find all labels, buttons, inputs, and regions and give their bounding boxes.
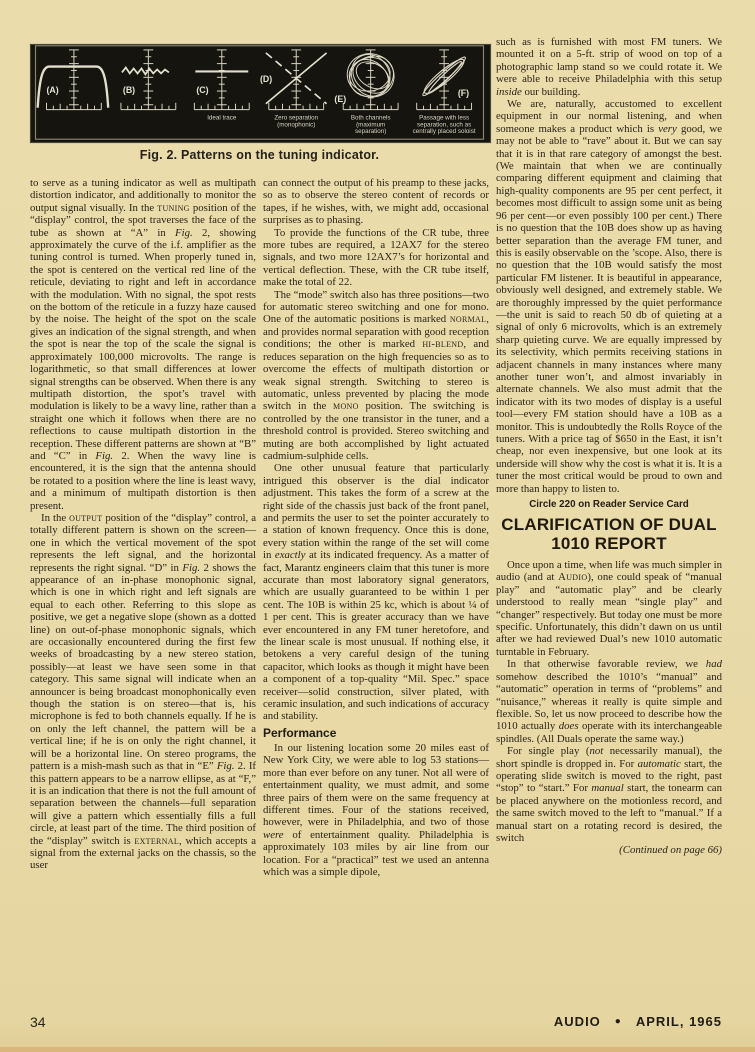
page-number: 34: [30, 1014, 46, 1030]
pattern-max-separation: [334, 47, 401, 135]
panel-caption: Ideal trace: [207, 114, 237, 122]
reader-service-card-line: Circle 220 on Reader Service Card: [529, 499, 689, 511]
paragraph: In that otherwise favorable review, we had somehow described the 1010’s “manual” and “automatic” operation in terms of “problems” and “nuisance,” whereas it really is quite simple and flexible. So, let us now proceed to describe how the 1010 actually does operate with its interchangeable spindles. (All Duals operate the same way.): [496, 658, 722, 745]
paragraph: such as is furnished with most FM tuners. We mounted it on a 5-ft. strip of wood on top of a photographic lamp stand so we could rotate it. We were able to receive Philadelphia with this setup inside our building.: [496, 36, 722, 98]
paragraph: In our listening location some 20 miles east of New York City, we were able to log 53 stations—more than ever before on any tuner. Not all were of entertainment quality, we must admit, and some three pairs of them were on the same frequency at different times. Four of the stations received, however, were in Philadelphia, and two of those were of entertainment quality. Philadelphia is approximately 103 miles by air line from our location. For a “practical” test we used an antenna which was a simple dipole,: [263, 741, 489, 878]
paragraph: to serve as a tuning indicator as well as multipath distortion indicator, and additionally to monitor the output signal visually. In the tuning position of the “display” control, the spot traverses the face of the tube as shown at “A” in Fig. 2, showing approximately the curve of the i.f. amplifier as the tuning control is turned. When properly tuned in, the spot is centered on the vertical red line of the reticule, deviating to right and left in accordance with the modulation. With no signal, the spot rests on the bottom of the reticule in a fuzzy haze caused by the noise. The height of the spot on the scale gives an indication of the signal strength, and when the spot is near the top of the scale the signal is approximately 100,000 microvolts. The range is logarithmetic, so that small differences at lower signal strengths can be observed. When there is any multipath distortion, the spot’s travel with modulation is likely to be a wavy line, rather than a straight one which it follows when there are no reflections to cause multipath distortion in the reception. These different patterns are shown at “B” and “C” in Fig. 2. When the wavy line is encountered, it is the sign that the antenna should be rotated to a position where the line is least wavy, and a minimum of multipath distortion is then present.: [30, 177, 257, 512]
panel-caption: Zero separation (monophonic): [274, 114, 319, 129]
paragraph: For single play (not necessarily manual), the short spindle is dropped in. For automatic start, the operating slide switch is moved to the right, past “stop” to “start.” For manual start, the tonearm can be placed anywhere on the motionless record, and the same switch moved to the left to “manual.” If a manual start on a rotating record is desired, the switch: [496, 745, 723, 844]
pattern-ideal-trace: [194, 50, 249, 122]
issue-date: APRIL, 1965: [635, 1014, 722, 1029]
pattern-wavy-line: [121, 50, 176, 110]
panel-caption: Both channels (maximum separation): [350, 114, 391, 136]
column-left: [30, 177, 256, 872]
paragraph: can connect the output of his preamp to these jacks, so as to observe the stereo content of records or tapes, if he wishes, with, we might add, occasional surprises as to phasing.: [263, 177, 489, 227]
panel-label: (D): [259, 74, 273, 85]
paragraph: To provide the functions of the CR tube, three more tubes are required, a 12AX7 for the stereo signals, and two more 12AX7’s for horizontal and vertical deflection. These, with the CR tube itself, make the total of 22.: [263, 226, 489, 289]
panel-label: (E): [334, 93, 347, 104]
footer-magazine-line: [554, 1014, 722, 1030]
panel-label: (A): [46, 84, 59, 95]
magazine-name: AUDIO: [553, 1014, 601, 1029]
figure-caption: Fig. 2. Patterns on the tuning indicator.: [139, 148, 380, 162]
panel-label: (C): [196, 84, 209, 95]
panel-label: (F): [457, 87, 470, 98]
paragraph: Once upon a time, when life was much simpler in audio (and at Audio), one could speak of “manual play” and “automatic play” and be clearly understood to really mean “single play” and “changer” respectively. But today one must be more specific. Unfortunately, this didn’t dawn on us until after we had reviewed Dual’s new 1010 automatic turntable in February.: [496, 559, 722, 658]
article-headline: CLARIFICATION OF DUAL 1010 REPORT: [501, 515, 717, 554]
paragraph: One other unusual feature that particularly intrigued this observer is the dial indicator adjustment. This takes the form of a screw at the right side of the chassis just back of the front panel, and permits the user to set the pointer accurately to a station of known frequency. Once this is done, every station within the range of the set will come in exactly at its indicated frequency. As a matter of fact, Marantz engineers claim that this tuner is more accurate than most laboratory signal generators, which are usually guaranteed to be within 1 per cent. The 10B is within 25 kc, which is about ¼ of 1 per cent. This is greater accuracy than we have ever encountered in any FM tuner heretofore, and the linear scale is most unusual. If nothing else, it betokens a very careful design of the tuning capacitor, which looks as though it might have been a component of a top-quality “Mil. Spec.” space receiver—solid construction, silver plated, with ceramic insulation, and such indications of accuracy and stability.: [263, 462, 489, 723]
column-right: [496, 36, 722, 857]
paragraph: In the output position of the “display” control, a totally different pattern is shown on the screen—one in which the vertical movement of the spot represents the left signal, and the horizontal represents the right signal. “D” in Fig. 2 shows the appearance of an in-phase monophonic signal, which is one in which right and left signals are equal to each other. Referring to this slope as positive, we get a negative slope (shown as a dotted line) on out-of-phase monophonic signals, which are occasionally encountered during the first few weeks of broadcasting by a new stereo station, possibly—at least we have seen some in that category. This same signal will indicate when an announcer is being broadcast monophonically even though the station is on stereo—that is, his microphone is fed to both channels equally. If he is on only the left channel, the pattern will be a vertical line; if he is on only the right channel, it will be a horizontal line. On stereo programs, the pattern is a mish-mash such as that in “E” Fig. 2. If this pattern appears to be a narrow ellipse, as at “F,” it is an indication that there is not the full amount of separation between the channels—full separation will give a pattern which essentially fills a full circle, at least part of the time. The third position of the “display” switch is external, which accepts a signal from the external jacks on the chassis, so the user: [30, 511, 257, 872]
continued-note: (Continued on page 66): [619, 844, 722, 857]
figure-2-svg: [31, 45, 488, 140]
tuning-indicator-figure: [30, 44, 491, 143]
panel-label: (B): [122, 84, 136, 95]
pattern-if-curve: [38, 50, 109, 110]
column-middle: [263, 177, 489, 878]
footer-bullet: ●: [614, 1016, 622, 1027]
paragraph: The “mode” switch also has three positions—two for automatic stereo switching and one for mono. One of the automatic positions is marked normal, and provides normal separation with good reception conditions; the other is marked hi-blend, and reduces separation on the high frequencies so as to overcome the effects of multipath distortion or weak signal strength. Switching to stereo is automatic, unless prevented by placing the mode switch in the mono position. The switching is controlled by the one transistor in the tuner, and a threshold control is provided. Stereo switching and muting are both accomplished by light actuated cadmium-sulphide cells.: [263, 288, 489, 462]
section-heading: Performance: [263, 725, 337, 740]
pattern-zero-separation: [260, 50, 327, 128]
paragraph: We are, naturally, accustomed to excellent equipment in our normal listening, and when someone makes a product which is very good, we may not be able to “rave” about it. But we can say that it is in that rare category of amongst the best. (We maintain that when we are continually comparing different equipment and claiming that high-quality components are 95 per cent perfect, it becomes most difficult to assign some unit as being 96 per cent—or even possibly 100 per cent.) There is no question that the 10B does show up as having better separation than the average FM tuner, and this is easily observable on the ’scope. Also, there is no question that the 10B would satisfy the most particular FM listener. It is beautiful in appearance, obviously well designed, and extremely stable. We are thoroughly impressed by the quiet performance—the unit is said to reach 50 db of quieting at a signal of only 6 microvolts, which is an extremely sharp quieting curve. We are equally impressed by its selectivity, which permits receiving stations in adjacent channels in many instances where many another tuner won’t, and almost invariably in alternate channels. We also must admit that the indicator with its two modes of display is a useful tool—every FM station should have a 10B as a monitor. This is undoubtedly the Rolls Royce of the tuners. With a price tag of $650 in the East, it isn’t cheap, nor even inexpensive, but one look at its underside will show why the cost is what it is. It is a tuner the most critical would be proud to own and more than happy to listen to.: [496, 98, 722, 495]
pattern-less-separation: [413, 50, 476, 135]
panel-caption: Passage with less separation, such as centrally placed soloist: [412, 114, 476, 136]
